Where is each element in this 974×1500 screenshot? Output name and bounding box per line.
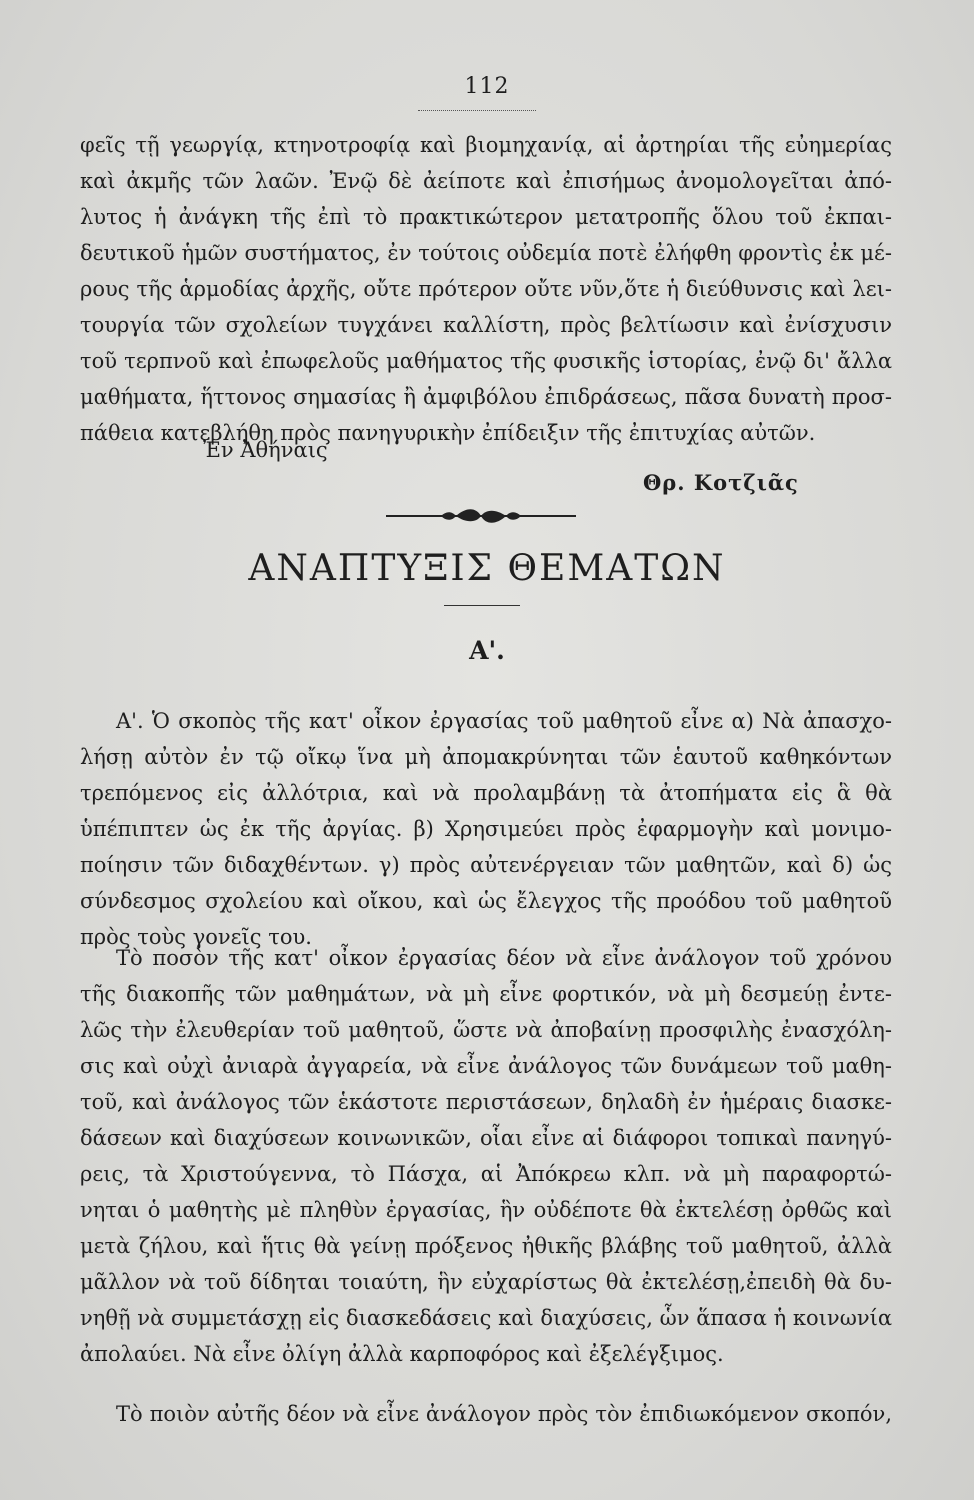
subsection-heading: Α'. xyxy=(469,636,505,665)
text-line: λῶς τὴν ἐλευθερίαν τοῦ μαθητοῦ, ὥστε νὰ ἀποβαίνῃ προσφιλὴς ἐνασχόλη- xyxy=(80,1018,892,1042)
text-line: καὶ ἀκμῆς τῶν λαῶν. Ἐνῷ δὲ ἀείποτε καὶ ἐπισήμως ἀνομολογεῖται ἀπό- xyxy=(80,169,892,193)
text-line: τρεπόμενος εἰς ἀλλότρια, καὶ νὰ προλαμβάνῃ τὰ ἀτοπήματα εἰς ἃ θὰ xyxy=(80,781,892,805)
text-line: ἀπολαύει. Νὰ εἶνε ὀλίγη ἀλλὰ καρποφόρος καὶ ἐξελέγξιμος. xyxy=(80,1342,724,1366)
text-line: μετὰ ζήλου, καὶ ἥτις θὰ γείνῃ πρόξενος ἠθικῆς βλάβης τοῦ μαθητοῦ, ἀλλὰ xyxy=(80,1234,892,1258)
author-signature: Θρ. Κοτζιᾶς xyxy=(643,470,799,495)
text-line: λυτος ἡ ἀνάγκη τῆς ἐπὶ τὸ πρακτικώτερον μετατροπῆς ὅλου τοῦ ἐκπαι- xyxy=(80,205,892,229)
text-line: νηται ὁ μαθητὴς μὲ πληθὺν ἐργασίας, ἣν οὐδέποτε θὰ ἐκτελέσῃ ὀρθῶς καὶ xyxy=(80,1198,892,1222)
text-line: σύνδεσμος σχολείου καὶ οἴκου, καὶ ὡς ἔλεγχος τῆς προόδου τοῦ μαθητοῦ xyxy=(80,889,892,913)
place-line: Ἐν Ἀθήναις xyxy=(203,438,328,462)
text-line: τῆς διακοπῆς τῶν μαθημάτων, νὰ μὴ εἶνε φορτικόν, νὰ μὴ δεσμεύῃ ἐντε- xyxy=(80,982,892,1006)
text-line: πάθεια κατεβλήθη πρὸς πανηγυρικὴν ἐπίδειξιν τῆς ἐπιτυχίας αὐτῶν. xyxy=(80,421,816,445)
page-number: 112 xyxy=(464,74,510,99)
text-line: φεῖς τῇ γεωργίᾳ, κτηνοτροφίᾳ καὶ βιομηχανίᾳ, αἱ ἀρτηρίαι τῆς εὐημερίας xyxy=(80,133,892,157)
text-line: τουργία τῶν σχολείων τυγχάνει καλλίστη, πρὸς βελτίωσιν καὶ ἐνίσχυσιν xyxy=(80,313,892,337)
text-line: μαθήματα, ἥττονος σημασίας ἢ ἀμφιβόλου ἐπιδράσεως, πᾶσα δυνατὴ προσ- xyxy=(80,385,892,409)
text-line: ρεις, τὰ Χριστούγεννα, τὸ Πάσχα, αἱ Ἀπόκρεω κλπ. νὰ μὴ παραφορτώ- xyxy=(80,1162,892,1186)
text-line: ποίησιν τῶν διδαχθέντων. γ) πρὸς αὐτενέργειαν τῶν μαθητῶν, καὶ δ) ὡς xyxy=(80,853,892,877)
intro-paragraph xyxy=(80,127,892,451)
title-rule xyxy=(444,605,520,606)
text-line: Τὸ ποσὸν τῆς κατ' οἶκον ἐργασίας δέον νὰ εἶνε ἀνάλογον τοῦ χρόνου xyxy=(116,946,892,970)
paragraph-2 xyxy=(80,940,892,1372)
text-line: δευτικοῦ ἡμῶν συστήματος, ἐν τούτοις οὐδεμία ποτὲ ἐλήφθη φροντὶς ἐκ μέ- xyxy=(80,241,892,265)
text-line: ὑπέπιπτεν ὡς ἐκ τῆς ἀργίας. β) Χρησιμεύει πρὸς ἐφαρμογὴν καὶ μονιμο- xyxy=(80,817,892,841)
text-line: τοῦ τερπνοῦ καὶ ἐπωφελοῦς μαθήματος τῆς φυσικῆς ἱστορίας, ἐνῷ δι' ἄλλα xyxy=(80,349,892,373)
header-rule xyxy=(418,110,536,111)
text-line: σις καὶ οὐχὶ ἀνιαρὰ ἀγγαρεία, νὰ εἶνε ἀνάλογος τῶν δυνάμεων τοῦ μαθη- xyxy=(80,1054,892,1078)
text-line: μᾶλλον νὰ τοῦ δίδηται τοιαύτη, ἣν εὐχαρίστως θὰ ἐκτελέσῃ,ἐπειδὴ θὰ δυ- xyxy=(80,1270,892,1294)
paragraph-1 xyxy=(80,703,892,955)
text-line: λήσῃ αὐτὸν ἐν τῷ οἴκῳ ἵνα μὴ ἀπομακρύνηται τῶν ἑαυτοῦ καθηκόντων xyxy=(80,745,892,769)
text-line: πρὸς τοὺς γονεῖς του. xyxy=(80,925,312,949)
ornament-divider-icon xyxy=(386,505,576,527)
text-line: δάσεων καὶ διαχύσεων κοινωνικῶν, οἷαι εἶνε αἱ διάφοροι τοπικαὶ πανηγύ- xyxy=(80,1126,892,1150)
text-line: Τὸ ποιὸν αὐτῆς δέον νὰ εἶνε ἀνάλογον πρὸς τὸν ἐπιδιωκόμενον σκοπόν, xyxy=(116,1402,892,1426)
text-line: νηθῇ νὰ συμμετάσχῃ εἰς διασκεδάσεις καὶ διαχύσεις, ὧν ἅπασα ἡ κοινωνία xyxy=(80,1306,892,1330)
paragraph-3 xyxy=(80,1396,892,1432)
section-title: ΑΝΑΠΤΥΞΙΣ ΘΕΜΑΤΩΝ xyxy=(248,548,726,589)
text-line: τοῦ, καὶ ἀνάλογος τῶν ἑκάστοτε περιστάσεων, δηλαδὴ ἐν ἡμέραις διασκε- xyxy=(80,1090,892,1114)
text-line: ρους τῆς ἁρμοδίας ἀρχῆς, οὔτε πρότερον οὔτε νῦν,ὅτε ἡ διεύθυνσις καὶ λει- xyxy=(80,277,892,301)
text-line: Α'. Ὁ σκοπὸς τῆς κατ' οἶκον ἐργασίας τοῦ μαθητοῦ εἶνε α) Νὰ ἀπασχο- xyxy=(116,709,892,733)
